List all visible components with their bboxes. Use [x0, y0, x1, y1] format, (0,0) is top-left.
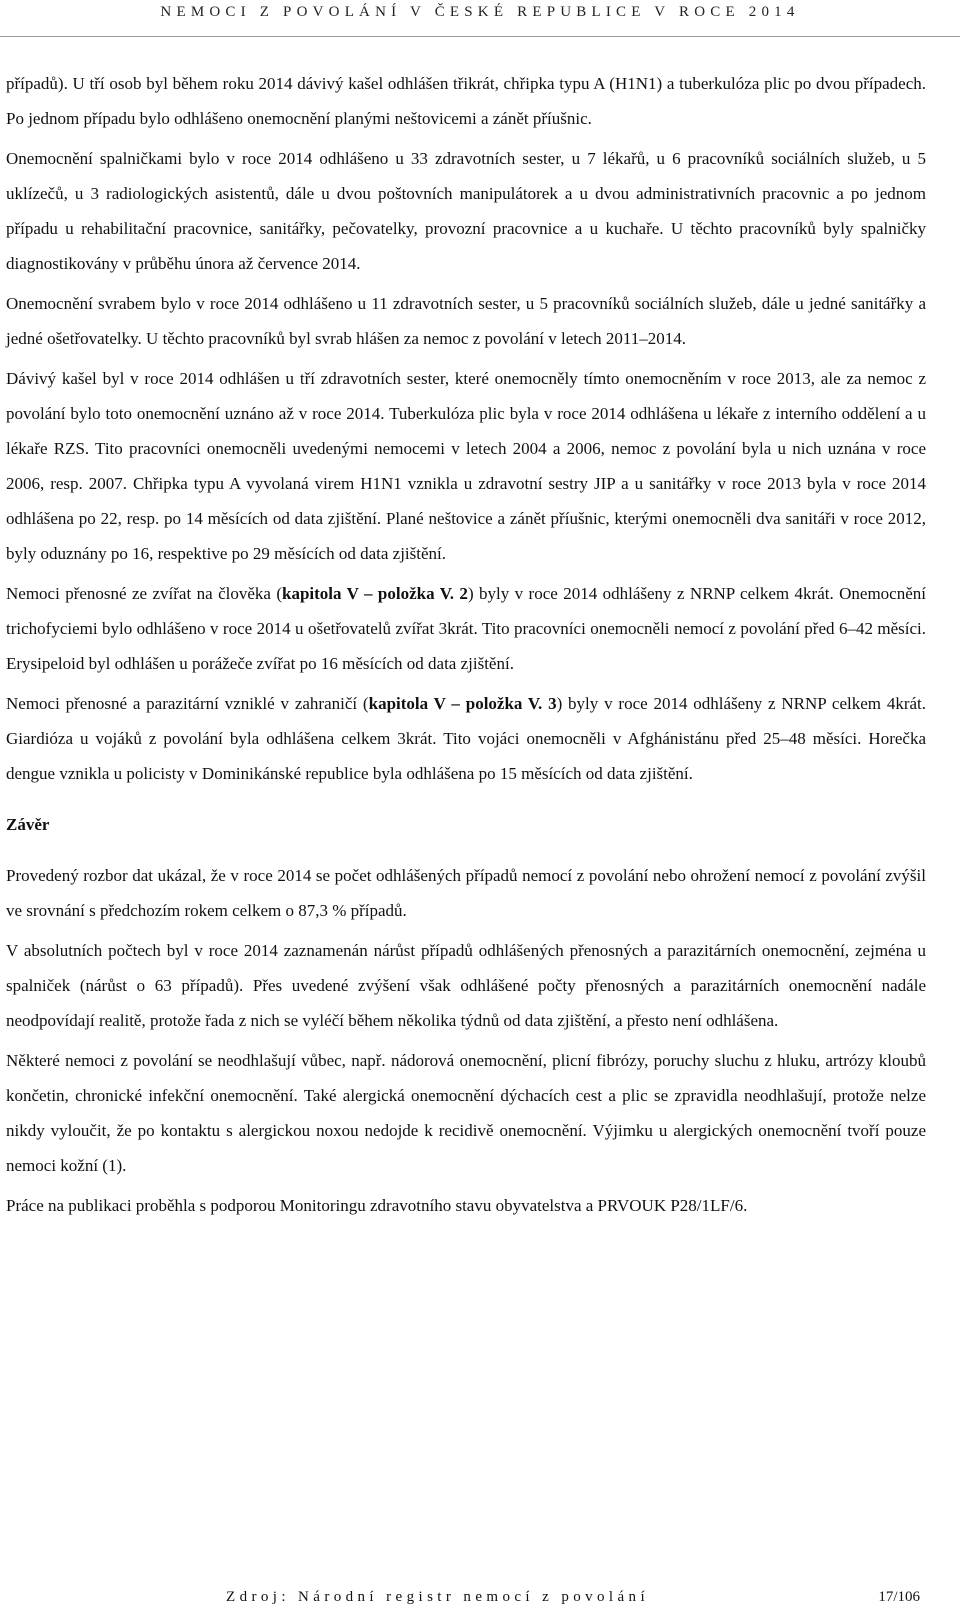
paragraph-zoonoses [6, 576, 926, 681]
zoonoses-chapter-ref: kapitola V – položka V. 2 [282, 584, 468, 603]
conclusion-paragraph-2: V absolutních počtech byl v roce 2014 zaznamenán nárůst případů odhlášených přenosných a parazitárních onemocnění, zejména u spalniček (nárůst o 63 případů). Přes uvedené zvýšení však odhlášené počty přenosných a parazitárních onemocnění nadále neodpovídají realitě, protože řada z nich se vyléčí během několika týdnů od data zjištění, a přesto není odhlášena. [6, 941, 926, 1030]
conclusion-paragraph-3: Některé nemoci z povolání se neodhlašují vůbec, např. nádorová onemocnění, plicní fibrózy, poruchy sluchu z hluku, artrózy kloubů končetin, chronické infekční onemocnění. Také alergická onemocnění dýchacích cest a plic se zpravidla neodhlašují, protože nelze nikdy vyloučit, že po kontaktu s alergickou noxou nedojde k recidivě onemocnění. Výjimku u alergických onemocnění tvoří pouze nemoci kožní (1). [6, 1051, 926, 1175]
conclusion-paragraph-1: Provedený rozbor dat ukázal, že v roce 2014 se počet odhlášených případů nemocí z povolání nebo ohrožení nemocí z povolání zvýšil ve srovnání s předchozím rokem celkem o 87,3 % případů. [6, 866, 926, 920]
paragraph-infection-summary: případů). U tří osob byl během roku 2014 dávivý kašel odhlášen třikrát, chřipka typu A (H1N1) a tuberkulóza plic po dvou případech. Po jednom případu bylo odhlášeno onemocnění planými neštovicemi a zánět příušnic. [6, 74, 926, 128]
tropical-lead: Nemoci přenosné a parazitární vzniklé v zahraničí ( [6, 694, 369, 713]
tropical-rest: ) byly v roce 2014 odhlášeny z NRNP celkem 4krát. Giardióza u vojáků z povolání byla odhlášena celkem 3krát. Tito vojáci onemocněli v Afghánistánu před 25–48 měsíci. Horečka dengue vznikla u policisty v Dominikánské republice byla odhlášena po 15 měsících od data zjištění. [6, 694, 927, 783]
zoonoses-rest: ) byly v roce 2014 odhlášeny z NRNP celkem 4krát. Onemocnění trichofyciemi bylo odhlášeno v roce 2014 u ošetřovatelů zvířat 3krát. Tito pracovníci onemocněli nemocí z povolání před 6–42 měsíci. Erysipeloid byl odhlášen u porážeče zvířat po 16 měsících od data zjištění. [6, 584, 926, 673]
conclusion-heading: Závěr [6, 815, 50, 834]
tropical-chapter-ref: kapitola V – položka V. 3 [368, 694, 557, 713]
acknowledgement-paragraph: Práce na publikaci proběhla s podporou Monitoringu zdravotního stavu obyvatelstva a PRVOUK P28/1LF/6. [6, 1196, 748, 1215]
document-body [6, 66, 926, 1228]
page-number: 17/106 [878, 1589, 920, 1605]
paragraph-pertussis-tuberculosis: Dávivý kašel byl v roce 2014 odhlášen u tří zdravotních sester, které onemocněly tímto onemocněním v roce 2013, ale za nemoc z povolání bylo toto onemocnění uznáno až v roce 2014. Tuberkulóza plic byla v roce 2014 odhlášena u lékaře z interního oddělení a u lékaře RZS. Tito pracovníci onemocněli uvedenými nemocemi v letech 2004 a 2006, nemoc z povolání byla u nich uznána v roce 2006, resp. 2007. Chřipka typu A vyvolaná virem H1N1 vznikla u zdravotní sestry JIP a u sanitářky v roce 2013 byla v roce 2014 odhlášena po 22, resp. po 14 měsících od data zjištění. Plané neštovice a zánět příušnic, kterými onemocněli dva sanitáři v roce 2012, byly oduznány po 16, respektive po 29 měsících od data zjištění. [6, 369, 926, 563]
header-divider [0, 36, 960, 37]
running-header: NEMOCI Z POVOLÁNÍ V ČESKÉ REPUBLICE V ROCE 2014 [160, 4, 800, 20]
paragraph-tropical-diseases [6, 686, 926, 791]
zoonoses-lead: Nemoci přenosné ze zvířat na člověka ( [6, 584, 282, 603]
paragraph-scabies: Onemocnění svrabem bylo v roce 2014 odhlášeno u 11 zdravotních sester, u 5 pracovníků sociálních služeb, dále u jedné sanitářky a jedné ošetřovatelky. U těchto pracovníků byl svrab hlášen za nemoc z povolání v letech 2011–2014. [6, 294, 926, 348]
paragraph-measles: Onemocnění spalničkami bylo v roce 2014 odhlášeno u 33 zdravotních sester, u 7 lékařů, u 6 pracovníků sociálních služeb, u 5 uklízečů, u 3 radiologických asistentů, dále u dvou poštovních manipulátorek a u dvou administrativních pracovnic a po jednom případu u rehabilitační pracovnice, sanitářky, pečovatelky, provozní pracovnice a u kuchaře. U těchto pracovníků byly spalničky diagnostikovány v průběhu února až července 2014. [6, 149, 926, 273]
footer-source: Zdroj: Národní registr nemocí z povolání [226, 1589, 650, 1605]
